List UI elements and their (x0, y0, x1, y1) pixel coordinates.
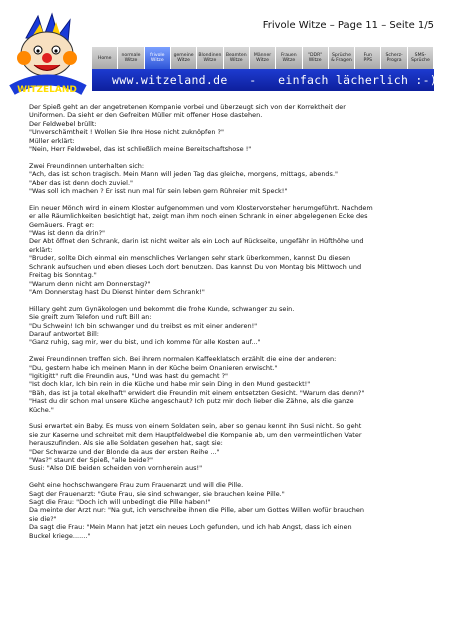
joke-line: Der Feldwebel brüllt: (29, 119, 97, 128)
joke-line: sie die?" (29, 514, 57, 523)
nav-fun-pps[interactable]: Fun PPS (355, 47, 381, 69)
joke-line: "Am Donnerstag hast Du Dienst hinter dem Schrank!" (29, 287, 205, 296)
nav-home[interactable]: Home (92, 47, 118, 69)
joke-paragraph (29, 481, 434, 540)
joke-line: "Der Schwarze und der Blonde da aus der ersten Reihe ..." (29, 447, 220, 456)
joke-paragraph (29, 162, 434, 196)
joke-line: "Unverschämtheit ! Wollen Sie Ihre Hose nicht zuknöpfen ?" (29, 128, 224, 137)
nav-frauen-witze[interactable]: Frauen Witze (276, 47, 302, 69)
main-navigation (92, 47, 434, 69)
joke-line: "Hast du dir schon mal unsere Küche angeschaut? Ich putz mir doch lieber die Zähne, als die ganze (29, 397, 354, 406)
joke-line: Der Abt öffnet den Schrank, darin ist nicht weiter als ein Loch auf Rückseite, ungefähr in Hüfthöhe und (29, 237, 364, 246)
joke-line: Hillary geht zum Gynäkologen und bekommt die frohe Kunde, schwanger zu sein. (29, 304, 295, 313)
joke-line: "Bäh, das ist ja total ekelhaft" erwidert die Freundin mit einem entsetzten Gesicht. "Warum das denn?" (29, 388, 365, 397)
joke-paragraph (29, 204, 434, 296)
page-title: Frivole Witze – Page 11 – Seite 1/5 (262, 20, 434, 31)
nav-beamten-witze[interactable]: Beamten Witze (224, 47, 250, 69)
joke-line: Geht eine hochschwangere Frau zum Frauenarzt und will die Pille. (29, 481, 244, 490)
joke-paragraph (29, 103, 434, 153)
joke-line: Da sagt die Frau: "Mein Mann hat jetzt ein neues Loch gefunden, und ich hab Angst, dass ich einen (29, 523, 352, 532)
joke-line: er alle Räumlichkeiten besichtigt hat, zeigt man ihm noch einen Schrank in einer abgelegenen Ecke des (29, 212, 368, 221)
joke-line: Zwei Freundinnen treffen sich. Bei ihrem normalen Kaffeeklatsch erzählt die eine der anderen: (29, 355, 337, 364)
nav-maenner-witze[interactable]: Männer Witze (250, 47, 276, 69)
banner-slogan: www.witzeland.de - einfach lächerlich :-) (112, 73, 438, 87)
nav-sprueche-fragen[interactable]: Sprüche & Fragen (329, 47, 355, 69)
logo-wordmark: WITZELAND (17, 85, 77, 95)
nav-normale-witze[interactable]: normale Witze (118, 47, 144, 69)
joke-line: Gemäuers. Fragt er: (29, 220, 95, 229)
joke-line: "Igitigitt" ruft die Freundin aus, "Und was hast du gemacht ?" (29, 371, 229, 380)
nav-gemeine-witze[interactable]: gemeine Witze (171, 47, 197, 69)
joke-line: Zwei Freundinnen unterhalten sich: (29, 161, 145, 170)
joke-line: Susi erwartet ein Baby. Es muss von einem Soldaten sein, aber so genau kennt ihn Susi nicht. So geht (29, 422, 362, 431)
joke-line: sie zur Kaserne und schreitet mit dem Hauptfeldwebel die Kompanie ab, um den vermeintlichen Vater (29, 430, 362, 439)
nav-blondinen-witze[interactable]: Blondinen Witze (197, 47, 223, 69)
joke-line: "Aber das ist denn doch zuviel." (29, 178, 134, 187)
joke-line: "Nein, Herr Feldwebel, das ist schließlich meine Bereitschaftshose !" (29, 145, 252, 154)
joke-line: Müller erklärt: (29, 136, 75, 145)
joke-line: Da meinte der Arzt nur: "Na gut, ich verschreibe ihnen die Pille, aber um Gottes Willen wofür brauchen (29, 506, 365, 515)
nav-sms-sprueche[interactable]: SMS- Sprüche (408, 47, 434, 69)
joke-line: "Ach, das ist schon tragisch. Mein Mann will jeden Tag das gleiche, morgens, mittags, abends." (29, 170, 339, 179)
joke-line: Uniformen. Da sieht er den Gefreiten Müller mit offener Hose dastehen. (29, 111, 263, 120)
joke-list (29, 103, 434, 548)
nav-ddr-witze[interactable]: "DDR" Witze (303, 47, 329, 69)
joke-line: Der Spieß geht an der angetretenen Kompanie vorbei und überzeugt sich von der Korrektheit der (29, 103, 346, 111)
joke-line: Sie greift zum Telefon und ruft Bill an: (29, 313, 152, 322)
joke-line: "Warum denn nicht am Donnerstag?" (29, 279, 151, 288)
joke-line: Schrank aufsuchen und eben dieses Loch dort benutzen. Das kannst Du von Montag bis Mittwoch und (29, 262, 362, 271)
joke-line: "Du, gestern habe ich meinen Mann in der Küche beim Onanieren erwischt." (29, 363, 278, 372)
nav-scherzprogramme[interactable]: Scherz- Progra (381, 47, 407, 69)
joke-paragraph (29, 305, 434, 347)
joke-line: herauszufinden. Als sie alle Soldaten gesehen hat, sagt sie: (29, 439, 223, 448)
joke-line: "Was ist denn da drin?" (29, 229, 106, 238)
joke-line: erklärt: (29, 245, 53, 254)
joke-paragraph (29, 422, 434, 472)
joke-line: "Du Schwein! Ich bin schwanger und du treibst es mit einer anderen!" (29, 321, 258, 330)
joke-line: Sagt der Frauenarzt: "Gute Frau, sie sind schwanger, sie brauchen keine Pille." (29, 489, 285, 498)
joke-line: Buckel kriege......." (29, 531, 91, 540)
site-banner (92, 69, 438, 91)
witzeland-clown-logo[interactable] (4, 10, 90, 100)
joke-line: Küche." (29, 405, 54, 414)
joke-line: "Bruder, sollte Dich einmal ein menschliches Verlangen sehr stark überkommen, kannst Du diesen (29, 254, 351, 263)
joke-line: Susi: "Also DIE beiden scheiden von vornherein aus!" (29, 464, 203, 473)
joke-line: "Was soll ich machen ? Er isst nun mal für sein leben gern Rühreier mit Speck!" (29, 187, 288, 196)
joke-line: "Ganz ruhig, sag mir, wer du bist, und ich komme für alle Kosten auf..." (29, 338, 261, 347)
nav-frivole-witze[interactable]: frivole Witze (145, 47, 171, 69)
joke-line: "Ist doch klar, Ich bin rein in die Küche und habe mir sein Ding in den Mund gesteckt!" (29, 380, 311, 389)
joke-paragraph (29, 355, 434, 414)
joke-line: "Was?" staunt der Spieß, "alle beide?" (29, 455, 153, 464)
joke-line: Ein neuer Mönch wird in einem Kloster aufgenommen und vom Klostervorsteher herumgeführt. Nachdem (29, 203, 373, 212)
joke-line: Darauf antwortet Bill: (29, 329, 99, 338)
joke-line: Sagt die Frau: "Doch ich will unbedingt die Pille haben!" (29, 498, 211, 506)
joke-line: Freitag bis Sonntag." (29, 271, 97, 280)
